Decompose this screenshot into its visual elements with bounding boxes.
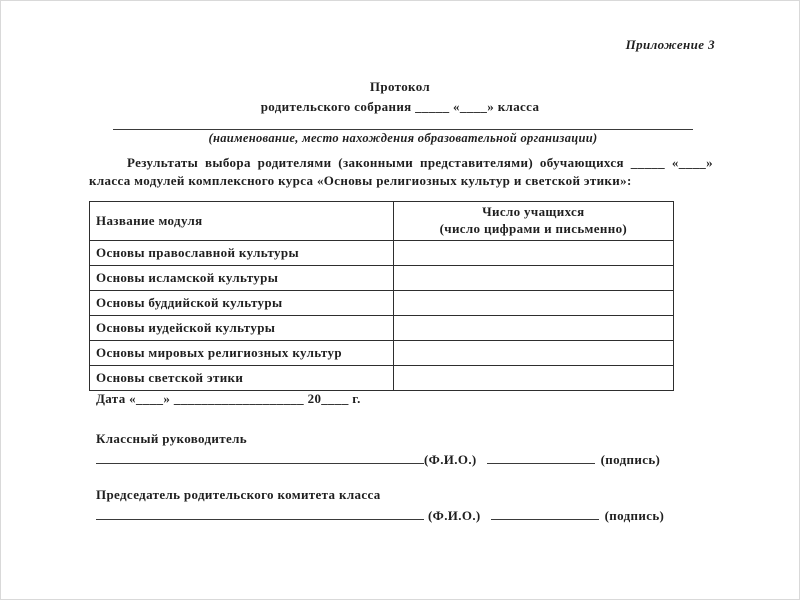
count-blank-cell (393, 340, 673, 365)
fio-label: (Ф.И.О.) (424, 452, 477, 467)
class-teacher-label: Классный руководитель (96, 431, 247, 446)
module-name-cell: Основы мировых религиозных культур (90, 340, 394, 365)
column-header-count (393, 202, 673, 241)
count-blank-cell (393, 240, 673, 265)
count-blank-cell (393, 290, 673, 315)
committee-chairman-label: Председатель родительского комитета класса (96, 487, 381, 502)
count-blank-cell (393, 265, 673, 290)
table-header-row (90, 202, 674, 241)
fio-label: (Ф.И.О.) (428, 508, 481, 523)
table-row (90, 340, 674, 365)
organization-name-line (113, 129, 693, 146)
title-line-1: Протокол (369, 79, 431, 94)
document-title (1, 77, 799, 116)
table-row (90, 365, 674, 390)
title-line-2: родительского собрания _____ «____» класса (260, 98, 540, 114)
signature-blank-line (487, 450, 595, 464)
module-name-cell: Основы светской этики (90, 365, 394, 390)
table-row (90, 290, 674, 315)
class-teacher-signature-line (96, 450, 660, 469)
table-row (90, 240, 674, 265)
date-line: Дата «____» ___________________ 20____ г. (96, 391, 361, 406)
module-name-cell: Основы православной культуры (90, 240, 394, 265)
organization-caption: (наименование, место нахождения образовательной организации) (208, 131, 598, 145)
modules-table (89, 201, 674, 391)
table-row (90, 265, 674, 290)
column-header-count-line2: (число цифрами и письменно) (439, 220, 628, 236)
table-row (90, 315, 674, 340)
module-name-cell: Основы иудейской культуры (90, 315, 394, 340)
module-name-cell: Основы буддийской культуры (90, 290, 394, 315)
appendix-label: Приложение 3 (625, 37, 715, 52)
signature-label: (подпись) (604, 508, 665, 523)
column-header-count-line1: Число учащихся (482, 204, 585, 219)
column-header-module: Название модуля (90, 202, 394, 241)
intro-paragraph: Результаты выбора родителями (законными представителями) обучающихся _____ «____» класса модулей комплексного курса «Основы религиозных культур и светской этики»: (89, 155, 713, 188)
signature-label: (подпись) (600, 452, 661, 467)
signature-blank-line (96, 450, 424, 464)
signature-blank-line (96, 506, 424, 520)
signature-blank-line (491, 506, 599, 520)
count-blank-cell (393, 365, 673, 390)
module-name-cell: Основы исламской культуры (90, 265, 394, 290)
count-blank-cell (393, 315, 673, 340)
committee-chairman-signature-line (96, 506, 664, 525)
